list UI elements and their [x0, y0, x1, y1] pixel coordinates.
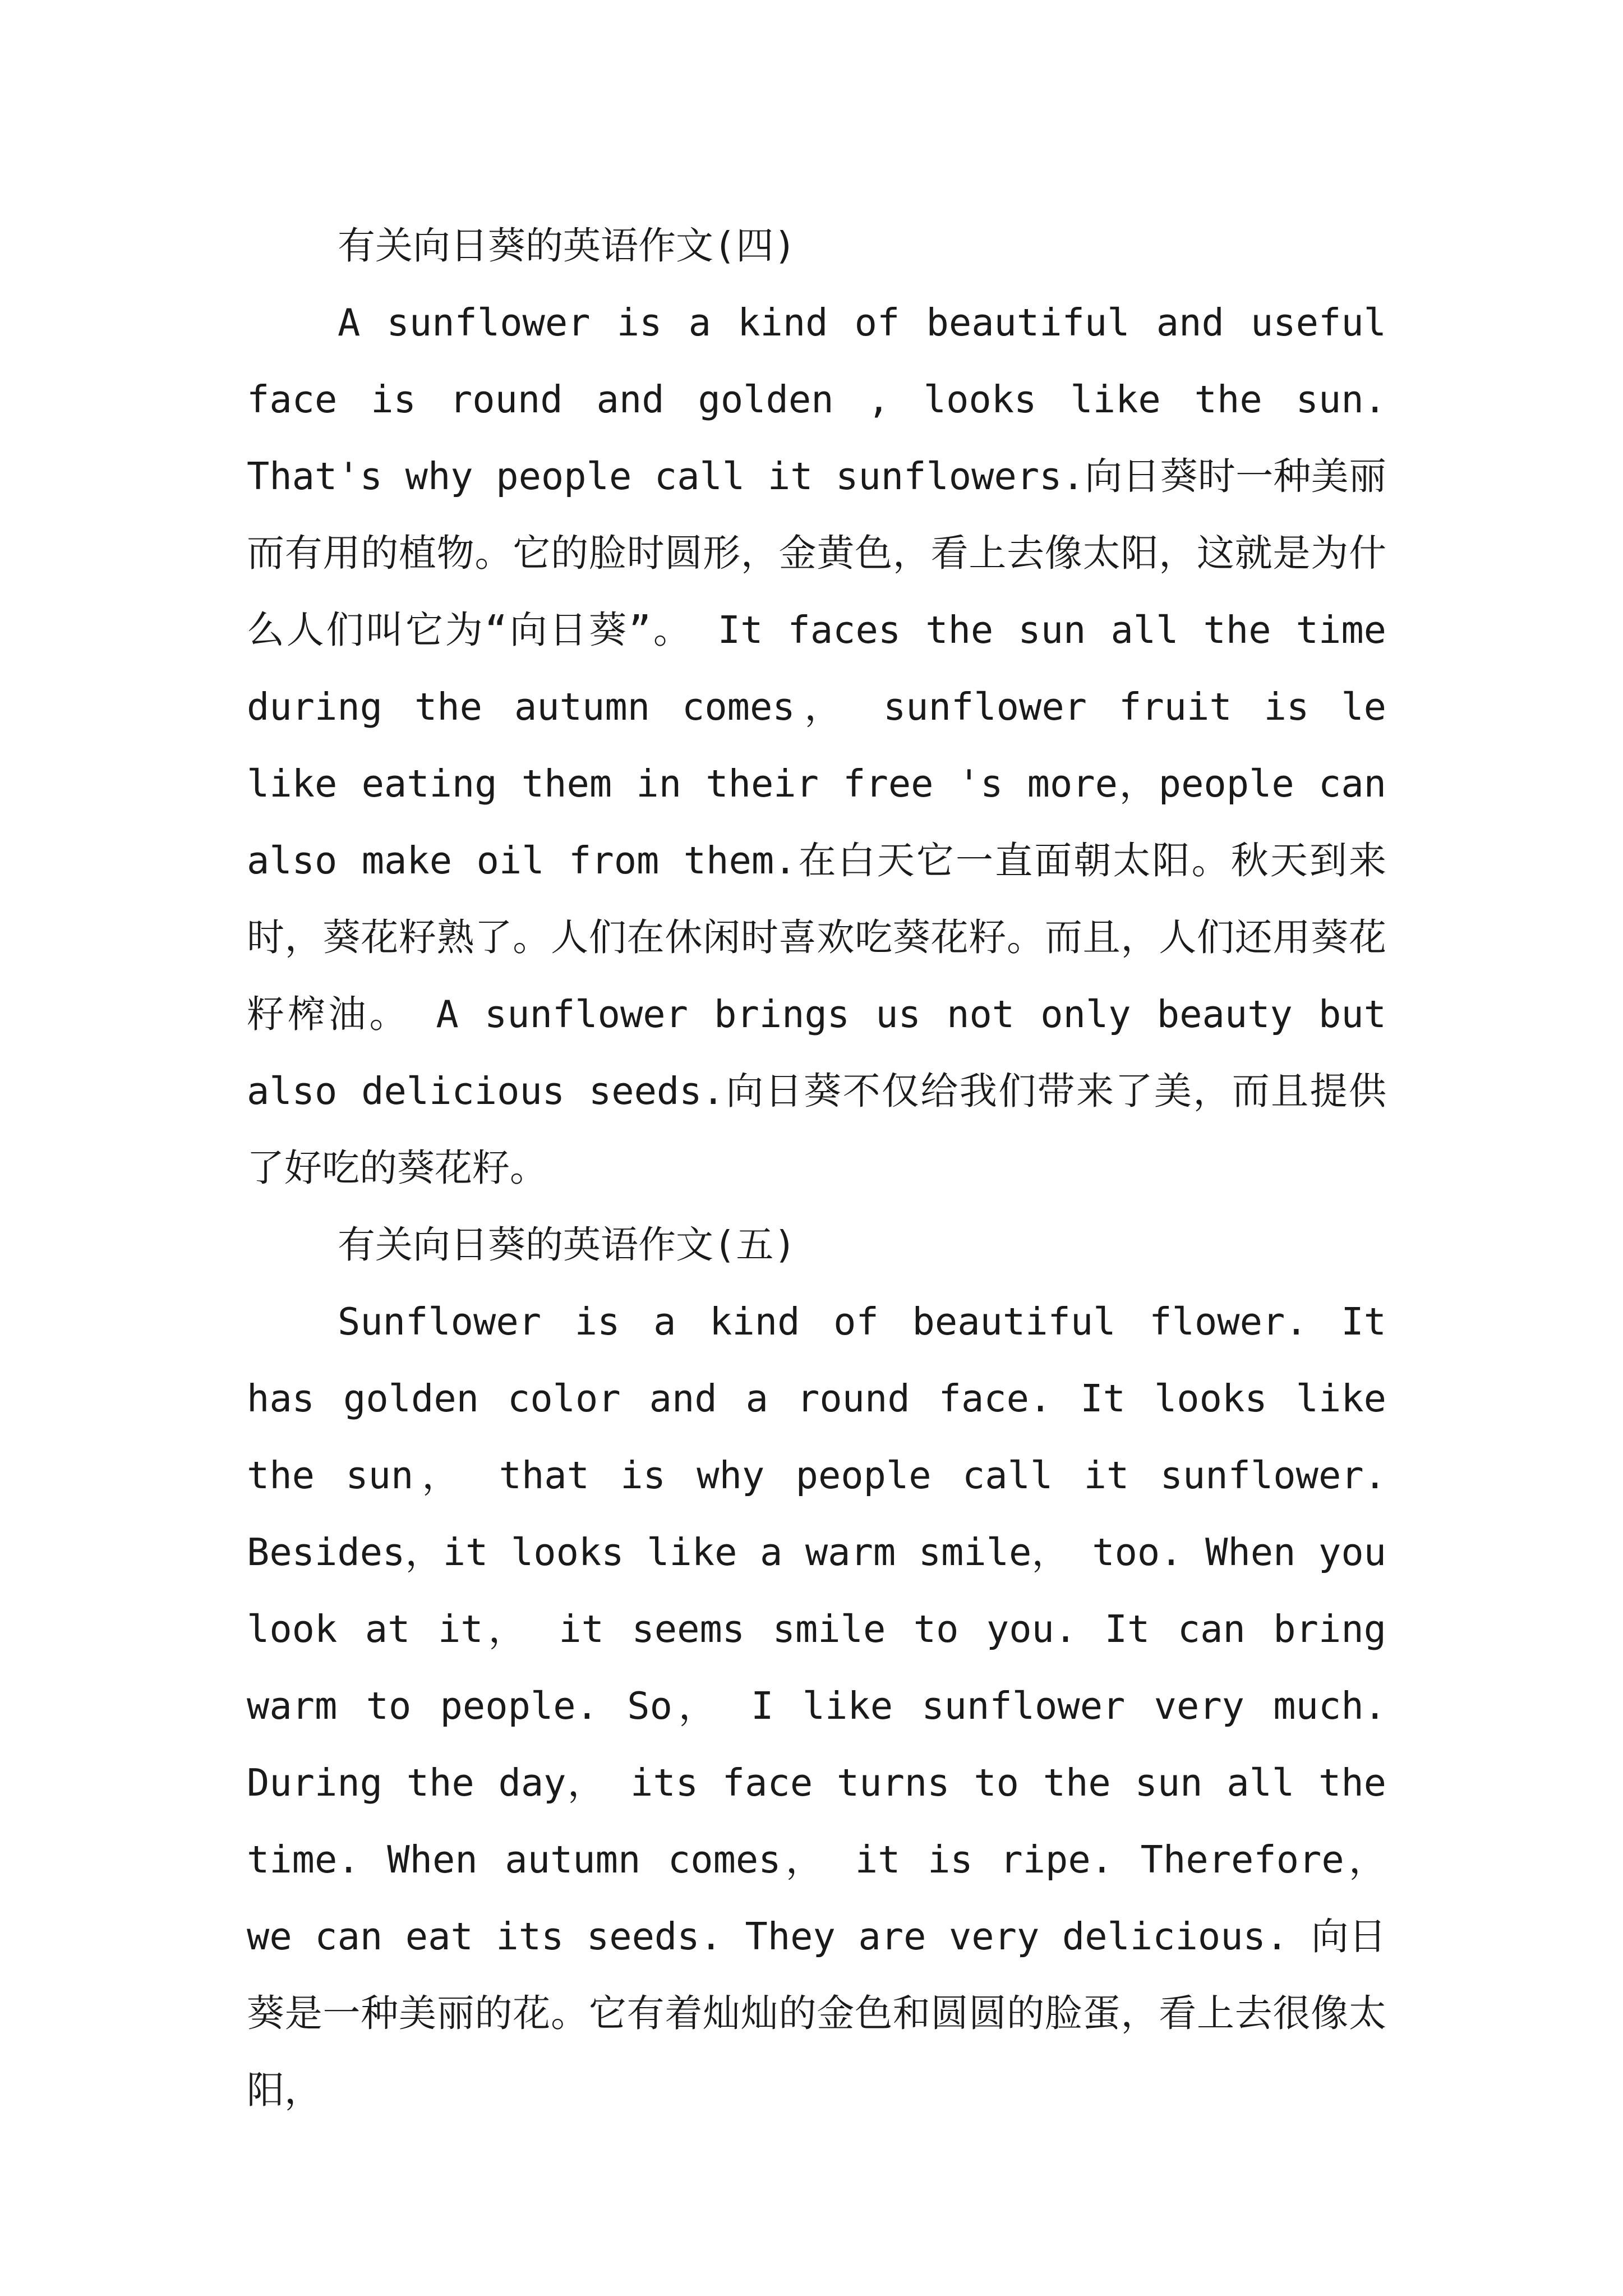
section-heading: 有关向日葵的英语作文(五)	[338, 1223, 796, 1267]
section-heading: 有关向日葵的英语作文(四)	[338, 224, 796, 268]
essay-paragraph: A sunflower is a kind of beautiful and useful face is round and golden , looks like the sun. That's why people call it sunflowers.向日葵时一种美丽而有用的植物。它的脸时圆形，金黄色，看上去像太阳，这就是为什么人们叫它为“向日葵”。 It faces the sun all the time during the autumn comes， sunflower fruit is le like eating them in their free 's more，people can also make oil from them.在白天它一直面朝太阳。秋天到来时，葵花籽熟了。人们在休闲时喜欢吃葵花籽。而且，人们还用葵花籽榨油。 A sunflower brings us not only beauty but also delicious seeds.向日葵不仅给我们带来了美，而且提供了好吃的葵花籽。	[247, 301, 1386, 1190]
essay-section-5	[247, 1207, 1386, 2129]
essay-section-4	[247, 208, 1386, 1207]
essay-paragraph: Sunflower is a kind of beautiful flower. It has golden color and a round face. It looks like the sun， that is why people call it sunflower. Besides，it looks like a warm smile， too. When you look at it， it seems smile to you. It can bring warm to people. So， I like sunflower very much. During the day， its face turns to the sun all the time. When autumn comes， it is ripe. Therefore， we can eat its seeds. They are very delicious. 向日葵是一种美丽的花。它有着灿灿的金色和圆圆的脸蛋，看上去很像太阳，	[247, 1300, 1386, 2112]
document-page	[247, 208, 1386, 2129]
